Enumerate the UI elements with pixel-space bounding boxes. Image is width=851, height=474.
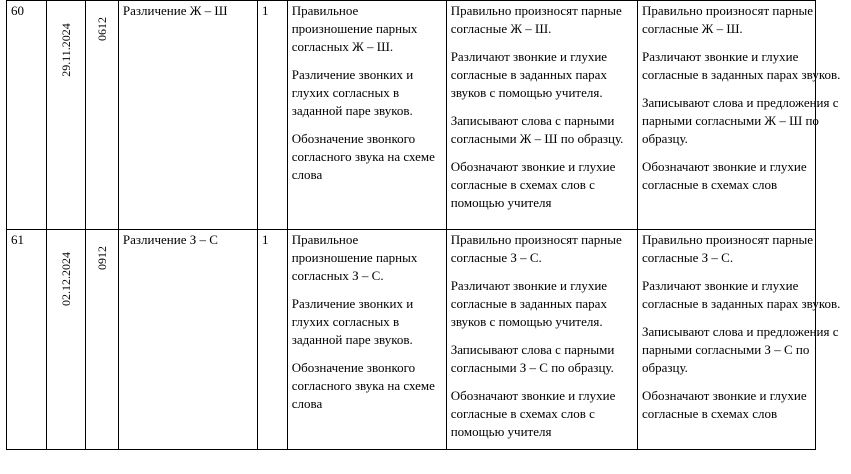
content-item: Обозначение звонкого согласного звука на схеме слова [291,131,435,182]
level-suff-item: Правильно произносят парные согласные З – С. [641,232,814,265]
lesson-content [287,230,446,450]
lesson-level-min [446,1,637,230]
level-min-item: Различают звонкие и глухие согласные в заданных парах звуков с помощью учителя. [450,278,608,329]
content-item: Правильное произношение парных согласных Ж – Ш. [291,3,418,54]
lesson-code: 0912 [95,246,110,270]
content-item: Различение звонких и глухих согласных в заданной паре звуков. [291,67,414,118]
content-item: Различение звонких и глухих согласных в заданной паре звуков. [291,296,414,347]
level-suff-item: Различают звонкие и глухие согласные в заданных парах звуков. [641,49,841,82]
lesson-code-cell [86,1,119,230]
level-min-item: Обозначают звонкие и глухие согласные в схемах слов с помощью учителя [450,159,616,210]
table-row [7,1,816,230]
level-suff-item: Различают звонкие и глухие согласные в заданных парах звуков. [641,278,841,311]
lesson-code-cell [86,230,119,450]
lesson-hours: 1 [257,230,287,450]
lesson-hours: 1 [257,1,287,230]
lesson-date: 02.12.2024 [59,252,73,306]
content-item: Правильное произношение парных согласных З – С. [291,232,418,283]
lesson-level-min [446,230,637,450]
level-suff-item: Записывают слова и предложения с парными согласными З – С по образцу. [641,324,839,375]
lesson-level-sufficient [637,1,841,230]
lesson-level-sufficient [637,230,841,450]
lesson-date-cell [46,1,86,230]
lesson-date: 29.11.2024 [59,23,73,77]
level-suff-item: Обозначают звонкие и глухие согласные в схемах слов [641,159,807,192]
content-item: Обозначение звонкого согласного звука на схеме слова [291,360,435,411]
level-min-item: Различают звонкие и глухие согласные в заданных парах звуков с помощью учителя. [450,49,608,100]
level-min-item: Правильно произносят парные согласные Ж – Ш. [450,3,622,36]
lesson-number: 61 [7,230,47,450]
lesson-number: 60 [7,1,47,230]
level-suff-item: Обозначают звонкие и глухие согласные в схемах слов [641,388,807,421]
lesson-code: 0612 [95,17,110,41]
lesson-topic: Различение З – С [118,230,257,450]
lesson-plan-table [6,0,841,450]
table-row [7,230,816,450]
level-suff-item: Записывают слова и предложения с парными согласными Ж – Ш по образцу. [641,95,839,146]
lesson-date-cell [46,230,86,450]
level-min-item: Обозначают звонкие и глухие согласные в схемах слов с помощью учителя [450,388,616,439]
lesson-content [287,1,446,230]
lesson-topic: Различение Ж – Ш [118,1,257,230]
level-min-item: Правильно произносят парные согласные З – С. [450,232,622,265]
level-min-item: Записывают слова с парными согласными Ж – Ш по образцу. [450,113,624,146]
level-min-item: Записывают слова с парными согласными З – С по образцу. [450,342,615,375]
level-suff-item: Правильно произносят парные согласные Ж – Ш. [641,3,814,36]
